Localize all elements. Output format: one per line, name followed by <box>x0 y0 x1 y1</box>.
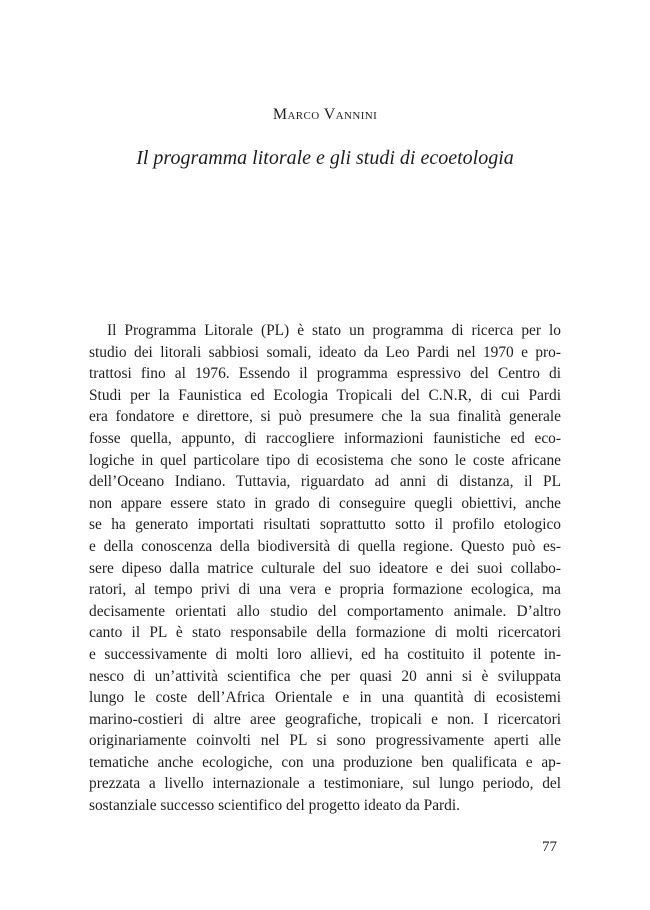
text-line: sostanziale successo scientifico del progetto ideato da Pardi. <box>89 797 460 815</box>
text-line: ratori, al tempo privi di una vera e propria formazione ecologica, ma <box>89 581 561 599</box>
text-line: Studi per la Faunistica ed Ecologia Tropicali del C.N.R, di cui Pardi <box>89 386 561 404</box>
text-line: Il Programma Litorale (PL) è stato un programma di ricerca per lo <box>107 322 561 339</box>
text-line: e successivamente di molti loro allievi, ed ha costituito il potente in- <box>89 645 561 663</box>
chapter-title: Il programma litorale e gli studi di ecoetologia <box>136 147 514 169</box>
text-line: non appare essere stato in grado di conseguire quegli obiettivi, anche <box>89 494 561 512</box>
text-line: se ha generato importati risultati soprattutto sotto il profilo etologico <box>89 516 561 534</box>
text-line: lungo le coste dell’Africa Orientale e in una quantità di ecosistemi <box>89 689 561 707</box>
text-line: nesco di un’attività scientifica che per quasi 20 anni si è sviluppata <box>89 667 561 685</box>
text-line: e della conoscenza della biodiversità di quella regione. Questo può es- <box>89 537 561 555</box>
text-line: era fondatore e direttore, si può presumere che la sua finalità generale <box>89 408 561 426</box>
text-line: canto il PL è stato responsabile della formazione di molti ricercatori <box>89 624 561 642</box>
text-line: studio dei litorali sabbiosi somali, ideato da Leo Pardi nel 1970 e pro- <box>89 343 561 361</box>
text-line: sere dipeso dalla matrice culturale del suo ideatore e dei suoi collabo- <box>89 559 561 577</box>
body-paragraph <box>89 320 561 817</box>
text-line: originariamente coinvolti nel PL si sono progressivamente aperti alle <box>89 732 561 750</box>
text-line: logiche in quel particolare tipo di ecosistema che sono le coste africane <box>89 451 561 469</box>
text-line: tematiche anche ecologiche, con una produzione ben qualificata e ap- <box>89 753 561 771</box>
text-line: prezzata a livello internazionale a testimoniare, sul lungo periodo, del <box>89 775 561 793</box>
text-line: trattosi fino al 1976. Essendo il programma espressivo del Centro di <box>89 365 561 383</box>
text-line: decisamente orientati allo studio del comportamento animale. D’altro <box>89 602 561 620</box>
text-line: marino-costieri di altre aree geografiche, tropicali e non. I ricercatori <box>89 710 561 728</box>
page-number: 77 <box>542 839 557 855</box>
text-line: dell’Oceano Indiano. Tuttavia, riguardato ad anni di distanza, il PL <box>89 473 561 491</box>
text-line: fosse quella, appunto, di raccogliere informazioni faunistiche ed eco- <box>89 429 561 447</box>
author-name: Marco Vannini <box>272 106 378 123</box>
